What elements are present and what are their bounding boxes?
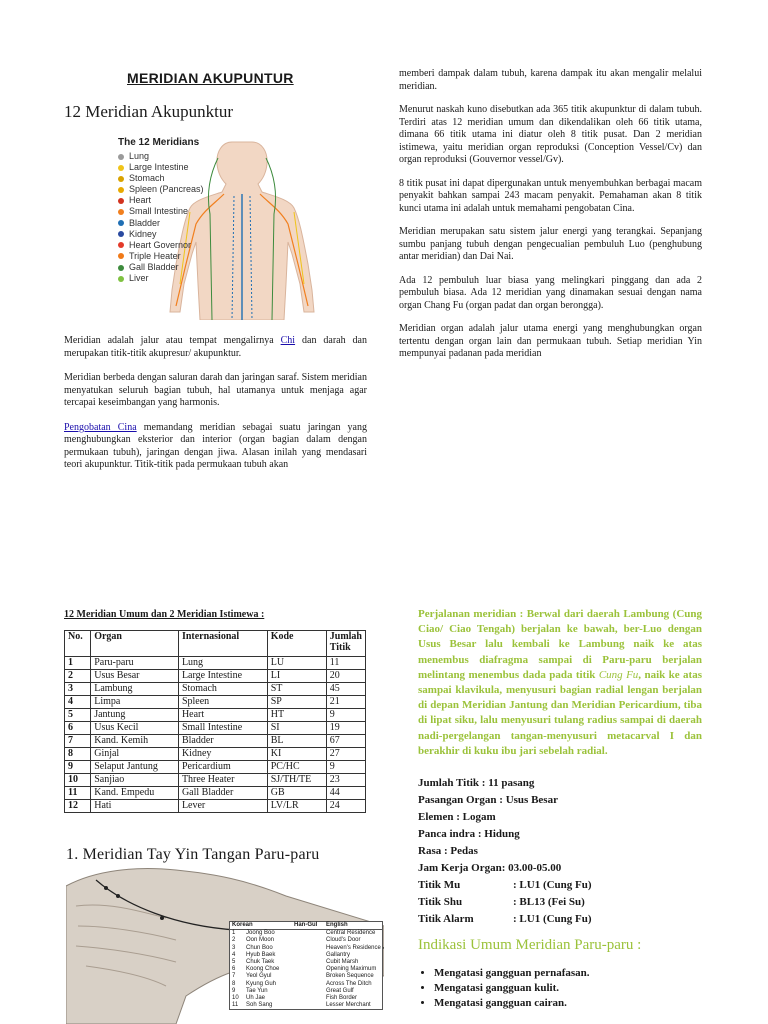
point-row: 11 Soh Sang Lesser Merchant [232, 1002, 371, 1009]
table-cell: Pericardium [178, 761, 267, 774]
paragraph: 8 titik pusat ini dapat dipergunakan untuk menyembuhkan berbagai macam penyakit bahkan sampai 243 macam penyakit. Pemahaman akan 8 titik kunci utama ini adalah untuk memahami pengobatan Cina. [399, 177, 702, 214]
list-item: • Mengatasi gangguan kulit. [434, 981, 708, 996]
legend-label: Spleen (Pancreas) [129, 184, 204, 195]
fact-panca: Panca indra : Hidung [418, 828, 520, 840]
table-cell: Lambung [91, 683, 179, 696]
table-cell: ST [267, 683, 326, 696]
table-row [65, 709, 366, 722]
legend-dot-icon [118, 220, 124, 226]
paragraph: Meridian organ adalah jalur utama energi yang menghubungkan organ tertentu dengan organ lain dan permukaan tubuh. Setiap meridian Yin mempunyai padanan pada meridian [399, 323, 702, 359]
legend [118, 151, 204, 284]
point-row: 4 Hyub Baek Gallantry [232, 951, 351, 958]
table-cell: Usus Besar [91, 670, 179, 683]
fact-mu: Titik Mu : LU1 (Cung Fu) [418, 879, 592, 891]
col-header-kode: Kode [267, 631, 326, 657]
page-title: MERIDIAN AKUPUNTUR [127, 70, 294, 86]
table-cell: Large Intestine [178, 670, 267, 683]
table-cell: SJ/TH/TE [267, 774, 326, 787]
table-cell: BL [267, 735, 326, 748]
legend-label: Heart Governor [129, 239, 192, 250]
meridian-table [64, 630, 366, 813]
fact-jumlah: Jumlah Titik : 11 pasang [418, 777, 535, 789]
left-text-block [64, 335, 367, 472]
table-cell: 24 [326, 800, 365, 813]
table-cell: Three Heater [178, 774, 267, 787]
table-cell: 45 [326, 683, 365, 696]
legend-item [118, 251, 204, 262]
table-cell: 9 [326, 709, 365, 722]
table-cell: 44 [326, 787, 365, 800]
table-cell: PC/HC [267, 761, 326, 774]
paragraph: Pengobatan Cina memandang meridian sebagai suatu jaringan yang menghubungkan eksterior dan interior (organ bagian dalam dengan permukaan tubuh), jaringan dengan jiwa. Alasan inilah yang mendasari teori akupunktur. Titik-titik pada permukaan tubuh akan [64, 421, 367, 470]
table-cell: KI [267, 748, 326, 761]
list-item: • Mengatasi gangguan cairan. [434, 996, 708, 1011]
table-cell: 20 [326, 670, 365, 683]
legend-dot-icon [118, 187, 124, 193]
table-cell: Paru-paru [91, 657, 179, 670]
cung-fu-term: Cung Fu [598, 668, 639, 681]
section-heading: 12 Meridian Akupunktur [64, 102, 234, 121]
legend-label: Small Intestine [129, 206, 189, 217]
table-cell: Hati [91, 800, 179, 813]
points-table-header: Korean Han-Gul English [230, 922, 382, 930]
legend-dot-icon [118, 242, 124, 248]
legend-dot-icon [118, 165, 124, 171]
point-row: 9 Tae Yun Great Gulf [232, 987, 354, 994]
table-cell: Selaput Jantung [91, 761, 179, 774]
table-header-row [65, 631, 366, 657]
table-row [65, 722, 366, 735]
arm-figure [66, 866, 384, 1024]
meridian-path-paragraph: Perjalanan meridian : Berwal dari daerah Lambung (Cung Ciao/ Ciao Tengah) berjalan ke bawah, ber-Luo dengan Usus Besar lalu kembali ke Lambung naik ke atas menembus diafragma sampai di Paru-paru berjalan melintang menembus dada pada titik Cung Fu, naik ke atas sampai klavikula, menyusuri bagian radial lengan berjalan di depan Meridian Jantung dan Meridian Pericardium, tiba di lipat siku, lalu menyusuri tulang radius sampai di daerah nadi-pergelangan tangan-menyusuri metacarval I dan berakhir di kuku ibu jari sebelah radial. [418, 608, 702, 757]
table-row [65, 696, 366, 709]
table-caption: 12 Meridian Umum dan 2 Meridian Istimewa : [64, 609, 265, 620]
table-cell: Sanjiao [91, 774, 179, 787]
table-cell: 2 [65, 670, 91, 683]
legend-dot-icon [118, 253, 124, 259]
table-cell: Heart [178, 709, 267, 722]
table-row [65, 735, 366, 748]
paragraph: Menurut naskah kuno disebutkan ada 365 titik akupunktur di dalam tubuh. Terdiri atas 12 meridian umum dan dikendalikan oleh 66 titik utama, dimana 66 titik utama ini diatur oleh 8 titik pusat. Dan 2 meridian istimewa, yaitu meridian organ reproduksi (Conception Vessel/Cv) dan organ reproduksi (Gouvernor vessel/Gv). [399, 104, 702, 165]
legend-item [118, 218, 204, 229]
point-row: 10 Uh Jae Fish Border [232, 995, 358, 1002]
meridians-figure [114, 134, 326, 320]
indikasi-list-wrap [418, 966, 708, 1011]
pengobatan-cina-link[interactable]: Pengobatan Cina [64, 421, 137, 433]
table-cell: Lung [178, 657, 267, 670]
table-cell: 11 [326, 657, 365, 670]
table-cell: 7 [65, 735, 91, 748]
table-row [65, 800, 366, 813]
legend-dot-icon [118, 276, 124, 282]
points-table [229, 921, 383, 1010]
indikasi-list [418, 966, 708, 1011]
col-header-internasional: Internasional [178, 631, 267, 657]
table-cell: 6 [65, 722, 91, 735]
table-cell: 19 [326, 722, 365, 735]
legend-item [118, 184, 204, 195]
fact-elemen: Elemen : Logam [418, 811, 496, 823]
legend-item [118, 195, 204, 206]
table-row [65, 657, 366, 670]
point-row: 1 Joong Boo Central Residence [232, 930, 376, 937]
point-row: 8 Kyung Guh Across The Ditch [232, 980, 372, 987]
paragraph: Meridian merupakan satu sistem jalur energi yang terangkai. Sepanjang sumbu panjang tubuh dengan pengecualian pembuluh Luo (penghubung antar meridian) dan Dai Nai. [399, 226, 702, 262]
table-row [65, 787, 366, 800]
table-cell: LI [267, 670, 326, 683]
point-row: 5 Chuk Taek Cubit Marsh [232, 959, 359, 966]
figure-title: The 12 Meridians [118, 137, 200, 148]
table-cell: 27 [326, 748, 365, 761]
table-cell: 8 [65, 748, 91, 761]
legend-label: Bladder [129, 217, 161, 228]
table-cell: 3 [65, 683, 91, 696]
table-cell: 11 [65, 787, 91, 800]
table-row [65, 748, 366, 761]
table-row [65, 774, 366, 787]
table-cell: Gall Bladder [178, 787, 267, 800]
table-row [65, 670, 366, 683]
table-cell: Kand. Empedu [91, 787, 179, 800]
legend-label: Gall Bladder [129, 261, 179, 272]
legend-item [118, 262, 204, 273]
table-cell: Kand. Kemih [91, 735, 179, 748]
fact-shu: Titik Shu : BL13 (Fei Su) [418, 896, 585, 908]
legend-item [118, 240, 204, 251]
point-row: 6 Koong Choe Opening Maximum [232, 966, 377, 973]
table-cell: 10 [65, 774, 91, 787]
table-cell: Kidney [178, 748, 267, 761]
right-text-block [399, 68, 702, 361]
table-cell: Usus Kecil [91, 722, 179, 735]
table-cell: 1 [65, 657, 91, 670]
table-cell: SP [267, 696, 326, 709]
legend-label: Large Intestine [129, 162, 189, 173]
fact-jam: Jam Kerja Organ: 03.00-05.00 [418, 862, 562, 874]
legend-item [118, 273, 204, 284]
legend-dot-icon [118, 154, 124, 160]
table-cell: Small Intestine [178, 722, 267, 735]
chi-link[interactable]: Chi [280, 335, 296, 346]
table-cell: 12 [65, 800, 91, 813]
legend-label: Heart [129, 195, 152, 206]
legend-item [118, 151, 204, 162]
table-cell: GB [267, 787, 326, 800]
table-cell: 9 [65, 761, 91, 774]
table-row [65, 683, 366, 696]
legend-dot-icon [118, 176, 124, 182]
point-row: 2 Oon Moon Cloud's Door [232, 937, 361, 944]
point-row: 7 Yeol Gyul Broken Sequence [232, 973, 374, 980]
table-cell: LU [267, 657, 326, 670]
fact-pasangan: Pasangan Organ : Usus Besar [418, 794, 558, 806]
paragraph: Ada 12 pembuluh luar biasa yang melingkari pinggang dan ada 2 pembuluh biasa. Ada 12 meridian yang dinamakan sesuai dengan nama organ Chang Fu (organ padat dan organ berongga). [399, 274, 702, 311]
table-cell: Bladder [178, 735, 267, 748]
legend-label: Lung [129, 151, 150, 161]
legend-label: Liver [129, 273, 149, 284]
paragraph: Meridian adalah jalur atau tempat mengalirnya Chi dan darah dan merupakan titik-titik akupresur/ akupunktur. [64, 335, 367, 359]
section2-heading: 1. Meridian Tay Yin Tangan Paru-paru [66, 846, 320, 863]
fact-alarm: Titik Alarm : LU1 (Cung Fu) [418, 913, 592, 925]
legend-item [118, 229, 204, 240]
fact-rasa: Rasa : Pedas [418, 845, 478, 857]
table-cell: LV/LR [267, 800, 326, 813]
table-cell: 9 [326, 761, 365, 774]
legend-dot-icon [118, 265, 124, 271]
indikasi-heading: Indikasi Umum Meridian Paru-paru : [418, 937, 642, 953]
table-cell: Ginjal [91, 748, 179, 761]
table-cell: HT [267, 709, 326, 722]
table-cell: 5 [65, 709, 91, 722]
col-header-jumlah: Jumlah Titik [326, 631, 365, 657]
legend-label: Kidney [129, 228, 157, 239]
table-row [65, 761, 366, 774]
legend-dot-icon [118, 198, 124, 204]
list-item: • Mengatasi gangguan pernafasan. [434, 966, 708, 981]
paragraph: Meridian berbeda dengan saluran darah dan jaringan saraf. Sistem meridian menyatukan seluruh bagian tubuh, hal utamanya untuk menjaga agar tercapai keseimbangan yang harmonis. [64, 372, 367, 408]
meridian-facts [418, 775, 708, 928]
table-cell: Stomach [178, 683, 267, 696]
legend-label: Stomach [129, 173, 165, 184]
col-header-organ: Organ [91, 631, 179, 657]
table-cell: SI [267, 722, 326, 735]
legend-item [118, 162, 204, 173]
paragraph: memberi dampak dalam tubuh, karena dampak itu akan mengalir melalui meridian. [399, 68, 702, 92]
table-cell: 21 [326, 696, 365, 709]
legend-item [118, 206, 204, 217]
legend-label: Triple Heater [129, 250, 181, 261]
table-cell: Limpa [91, 696, 179, 709]
point-row: 3 Chun Boo Heaven's Residence [232, 944, 381, 951]
table-cell: Jantung [91, 709, 179, 722]
table-cell: 67 [326, 735, 365, 748]
legend-dot-icon [118, 231, 124, 237]
legend-dot-icon [118, 209, 124, 215]
table-cell: Spleen [178, 696, 267, 709]
table-cell: 4 [65, 696, 91, 709]
table-cell: Lever [178, 800, 267, 813]
col-header-no: No. [65, 631, 91, 657]
table-cell: 23 [326, 774, 365, 787]
legend-item [118, 173, 204, 184]
